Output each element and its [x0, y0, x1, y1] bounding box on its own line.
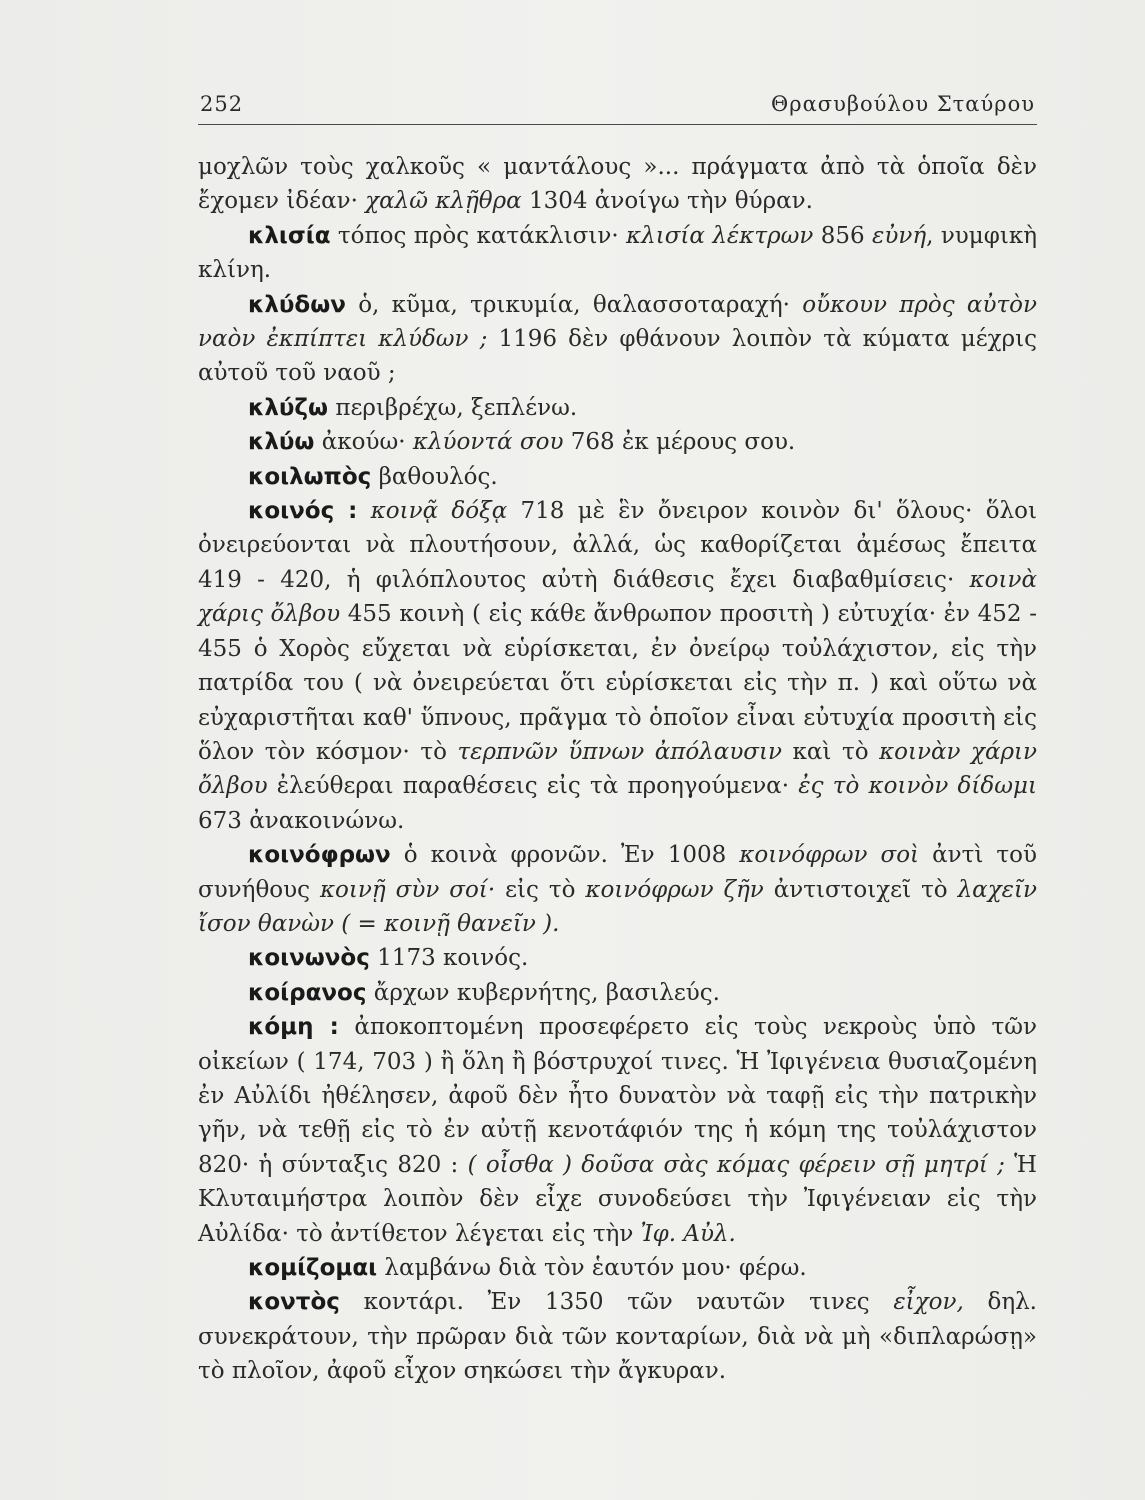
gloss-text: λαμβάνω διὰ τὸν ἑαυτόν μου· φέρω.	[377, 1255, 807, 1281]
gloss-text: 1173 κοινός.	[369, 945, 529, 972]
page-number: 252	[200, 92, 244, 116]
quoted-phrase: ( οἶσθα ) δοῦσα σὰς κόμας φέρειν σῇ μητρί ;	[467, 1151, 1005, 1178]
gloss-text: ἀντὶ τοῦ συνήθους	[198, 842, 1037, 903]
quoted-phrase: κοινὰν χάριν ὄλβου	[198, 738, 1038, 800]
quoted-phrase: κοινᾷ δόξᾳ	[370, 498, 508, 525]
gloss-text: καὶ τὸ	[782, 738, 880, 765]
entry-headword: κοιλωπὸς	[248, 463, 372, 490]
gloss-text: 455 κοινὴ ( εἰς κάθε ἄνθρωπον προσιτὴ ) εὐτυχία· ἐν 452 - 455 ὁ Χορὸς εὔχεται νὰ εὑρίσκεται, ἐν ὀνείρῳ τοὐλάχιστον, εἰς τὴν πατρίδα του ( νὰ ὀνειρεύεται ὅτι εὑρίσκεται εἰς τὴν π. ) καὶ οὕτω νὰ εὐχαριστῆται καθ' ὕπνους, πρᾶγμα τὸ ὁποῖον εἶναι εὐτυχία προσιτὴ εἰς ὅλον τὸν κόσμον· τὸ	[198, 601, 1037, 765]
glossary-entry	[198, 976, 1037, 1010]
glossary-entry	[198, 838, 1037, 941]
gloss-text: ὁ, κῦμα, τρικυμία, θαλασσοταραχή·	[345, 291, 803, 318]
running-title: Θρασυβούλου Σταύρου	[771, 92, 1035, 116]
entry-headword: κλύζω	[248, 394, 329, 421]
gloss-text: ὁ κοινὰ φρονῶν. Ἐν 1008	[390, 842, 740, 869]
gloss-text: τόπος πρὸς κατάκλισιν·	[330, 222, 627, 249]
quoted-phrase: εἶχον,	[893, 1289, 964, 1316]
gloss-text: ἐλεύθεραι παραθέσεις εἰς τὰ προηγούμενα·	[267, 773, 799, 800]
gloss-text: βαθουλός.	[371, 463, 498, 490]
gloss-text: εἰς τὸ	[495, 876, 586, 903]
entry-headword: κοίρανος	[248, 979, 367, 1006]
page-header	[198, 88, 1037, 125]
gloss-text: Ἡ Κλυταιμήστρα λοιπὸν δὲν εἶχε συνοδεύσει τὴν Ἰφιγένειαν εἰς τὴν Αὐλίδα· τὸ ἀντίθετον λέγεται εἰς τὴν	[198, 1151, 1037, 1247]
quoted-phrase: οὔκουν πρὸς αὐτὸν ναὸν ἐκπίπτει κλύδων ;	[198, 291, 1037, 353]
gloss-text: ἀποκοπτομένη προσεφέρετο εἰς τοὺς νεκροὺς ὑπὸ τῶν οἰκείων ( 174, 703 ) ἢ ὅλη ἢ βόστρυχοί τινες. Ἡ Ἰφιγένεια θυσιαζομένη ἐν Αὐλίδι ἠθέλησεν, ἀφοῦ δὲν ἦτο δυνατὸν νὰ ταφῇ εἰς τὴν πατρικὴν γῆν, νὰ τεθῇ εἰς τὸ ἐν αὐτῇ κενοτάφιόν της ἡ κόμη της τοὐλάχιστον 820· ἡ σύνταξις 820 :	[198, 1014, 1037, 1178]
quoted-phrase: ἐς τὸ κοινὸν δίδωμι	[798, 773, 1037, 800]
gloss-text: ἄρχων κυβερνήτης, βασιλεύς.	[366, 979, 720, 1006]
entry-headword: κόμη :	[248, 1014, 339, 1041]
entry-headword: κλισία	[248, 222, 331, 249]
entry-headword: κλύδων	[248, 291, 346, 318]
entry-headword: κοντὸς	[248, 1289, 340, 1316]
quoted-phrase: κλύοντά σου	[412, 429, 564, 456]
gloss-text: 1196 δὲν φθάνουν λοιπὸν τὰ κύματα μέχρις αὐτοῦ τοῦ ναοῦ ;	[198, 326, 1037, 387]
gloss-text	[357, 498, 370, 524]
glossary-entry	[198, 391, 1037, 425]
gloss-text: , νυμφικὴ κλίνη.	[198, 222, 1038, 284]
gloss-text: ἀντιστοιχεῖ τὸ	[763, 876, 958, 903]
glossary-entry	[198, 460, 1037, 494]
gloss-text: 856	[813, 222, 873, 249]
glossary-entry	[198, 288, 1037, 391]
gloss-text: δηλ. συνεκράτουν, τὴν πρῶραν διὰ τῶν κονταρίων, διὰ νὰ μὴ «διπλαρώσῃ» τὸ πλοῖον, ἀφοῦ εἶχον σηκώσει τὴν ἄγκυραν.	[198, 1289, 1037, 1385]
gloss-text: 1304 ἀνοίγω τὴν θύραν.	[521, 188, 813, 215]
gloss-text: μοχλῶν τοὺς χαλκοῦς « μαντάλους »... πράγματα ἀπὸ τὰ ὁποῖα δὲν ἔχομεν ἰδέαν·	[198, 154, 1037, 215]
glossary-entry	[198, 1285, 1037, 1388]
quoted-phrase: κοινῇ σὺν σοί·	[319, 876, 496, 903]
continued-paragraph	[198, 150, 1037, 219]
gloss-text: 768 ἐκ μέρους σου.	[563, 429, 796, 456]
glossary-entry	[198, 425, 1037, 459]
gloss-text: 718 μὲ ἓν ὄνειρον κοινὸν δι' ὅλους· ὅλοι ὀνειρεύονται νὰ πλουτήσουν, ἀλλά, ὡς καθορίζεται ἀμέσως ἔπειτα 419 - 420, ἡ φιλόπλουτος αὐτὴ διάθεσις ἔχει διαβαθμίσεις·	[198, 498, 1037, 593]
entry-headword: κοινόφρων	[248, 842, 391, 869]
quoted-phrase: λαχεῖν ἴσον θανὼν ( = κοινῇ θανεῖν ).	[198, 876, 1037, 937]
quoted-phrase: κοινὰ χάρις ὄλβου	[198, 566, 1037, 628]
entry-headword: κομίζομαι	[248, 1255, 378, 1281]
glossary-entry	[198, 494, 1037, 838]
quoted-phrase: τερπνῶν ὕπνων ἀπόλαυσιν	[457, 738, 783, 765]
entry-headword: κοινός :	[248, 498, 358, 525]
gloss-text: ἀκούω·	[314, 429, 413, 456]
gloss-text: 673 ἀνακοινώνω.	[198, 807, 405, 834]
quoted-phrase: κοινόφρων ζῆν	[585, 876, 764, 903]
glossary-entry	[198, 1010, 1037, 1251]
glossary-entry	[198, 219, 1037, 288]
entry-headword: κλύω	[248, 429, 315, 456]
quoted-phrase: χαλῶ κλῇθρα	[365, 188, 522, 215]
quoted-phrase: κοινόφρων σοὶ	[739, 842, 920, 869]
quoted-phrase: κλισία λέκτρων	[626, 222, 814, 249]
glossary-entry	[198, 1251, 1037, 1285]
gloss-text: κοντάρι. Ἐν 1350 τῶν ναυτῶν τινες	[339, 1289, 894, 1316]
glossary-body	[198, 150, 1037, 1389]
quoted-phrase: εὐνή	[872, 222, 927, 249]
gloss-text: περιβρέχω, ξεπλένω.	[328, 394, 578, 421]
entry-headword: κοινωνὸς	[248, 945, 370, 972]
glossary-entry	[198, 941, 1037, 975]
quoted-phrase: Ἰφ. Αὐλ.	[640, 1220, 736, 1247]
